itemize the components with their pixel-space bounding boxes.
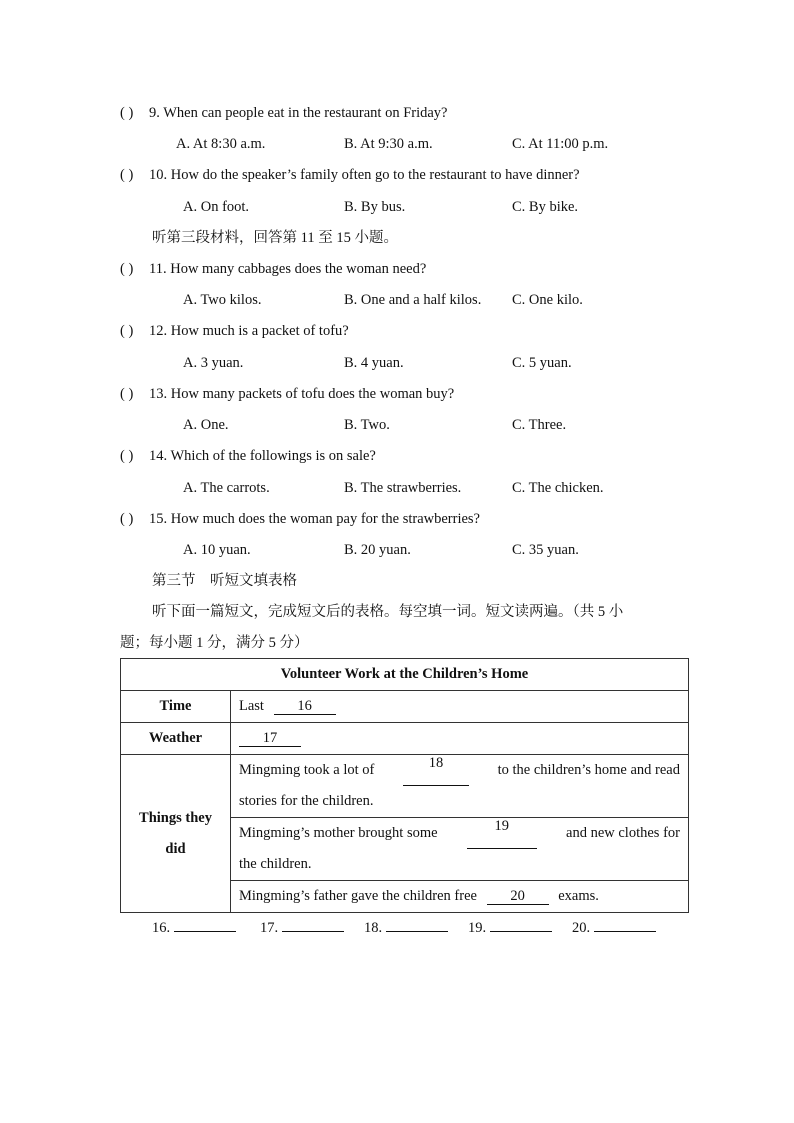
question-text: When can people eat in the restaurant on Friday? [163,105,448,121]
option-c: C. Three. [512,417,567,433]
question-number: 15. [149,511,168,527]
option-b: B. 20 yuan. [344,542,411,558]
row2-line2: the children. [239,856,312,872]
option-c: C. By bike. [512,199,579,215]
answer-16[interactable]: 16. [152,919,236,937]
answer-19[interactable]: 19. [468,919,552,937]
things-row-2 [231,818,689,881]
option-a: A. 10 yuan. [183,542,251,558]
time-label: Time [121,691,231,723]
table-title: Volunteer Work at the Children’s Home [121,659,689,691]
option-c: C. At 11:00 p.m. [512,136,609,152]
question-text: How much is a packet of tofu? [170,323,349,339]
row1-part2: to the children’s home and read [497,762,680,778]
blank-19[interactable]: 19 [467,818,537,849]
row1-line2: stories for the children. [239,793,374,809]
option-a: A. Two kilos. [183,292,262,308]
option-a: A. At 8:30 a.m. [176,136,266,152]
answer-17[interactable]: 17. [260,919,344,937]
question-text: How many packets of tofu does the woman buy? [170,386,455,402]
question-text: Which of the followings is on sale? [170,448,376,464]
option-a: A. One. [183,417,229,433]
option-a: A. On foot. [183,199,250,215]
question-number: 13. [149,386,168,402]
answer-paren[interactable]: ( ) [120,167,134,183]
weather-cell [231,723,689,755]
answer-18[interactable]: 18. [364,919,448,937]
blank-18[interactable]: 18 [403,755,469,786]
option-b: B. One and a half kilos. [344,292,482,308]
option-a: A. The carrots. [183,480,270,496]
question-text: How do the speaker’s family often go to the restaurant to have dinner? [170,167,580,183]
section-instruction: 听第三段材料，回答第 11 至 15 小题。 [152,230,398,246]
answer-paren[interactable]: ( ) [120,386,134,402]
option-b: B. The strawberries. [344,480,462,496]
blank-20[interactable]: 20 [487,888,549,905]
blank-16[interactable]: 16 [274,698,336,715]
instruction-line-1: 听下面一篇短文，完成短文后的表格。每空填一词。短文读两遍。（共 5 小 [152,604,624,620]
option-b: B. Two. [344,417,390,433]
row2-part1: Mingming’s mother brought some [239,825,438,841]
option-b: B. At 9:30 a.m. [344,136,433,152]
option-c: C. One kilo. [512,292,583,308]
option-c: C. 5 yuan. [512,355,572,371]
blank-17[interactable]: 17 [239,730,301,747]
option-a: A. 3 yuan. [183,355,244,371]
option-b: B. By bus. [344,199,406,215]
question-text: How many cabbages does the woman need? [170,261,427,277]
question-number: 14. [149,448,168,464]
things-label-line-1: Things they [139,809,212,826]
row3-part1: Mingming’s father gave the children free [239,888,477,904]
answer-20[interactable]: 20. [572,919,656,937]
weather-label: Weather [121,723,231,755]
question-text: How much does the woman pay for the strawberries? [170,511,480,527]
answer-paren[interactable]: ( ) [120,323,134,339]
answer-paren[interactable]: ( ) [120,448,134,464]
question-number: 11. [149,261,167,277]
row3-part2: exams. [558,888,599,904]
question-number: 9. [149,105,160,121]
things-label [121,755,231,913]
instruction-line-2: 题；每小题 1 分，满分 5 分） [120,635,309,651]
things-label-line-2: did [165,840,186,857]
option-c: C. The chicken. [512,480,604,496]
things-row-3 [231,881,689,913]
option-c: C. 35 yuan. [512,542,579,558]
question-number: 12. [149,323,168,339]
answer-paren[interactable]: ( ) [120,261,134,277]
things-row-1 [231,755,689,818]
volunteer-table [120,658,689,913]
answer-paren[interactable]: ( ) [120,105,134,121]
question-number: 10. [149,167,168,183]
row1-part1: Mingming took a lot of [239,762,375,778]
time-prefix: Last [239,698,264,714]
option-b: B. 4 yuan. [344,355,404,371]
section-heading: 第三节 听短文填表格 [152,573,297,589]
row2-part2: and new clothes for [566,825,680,841]
time-cell [231,691,689,723]
answer-paren[interactable]: ( ) [120,511,134,527]
